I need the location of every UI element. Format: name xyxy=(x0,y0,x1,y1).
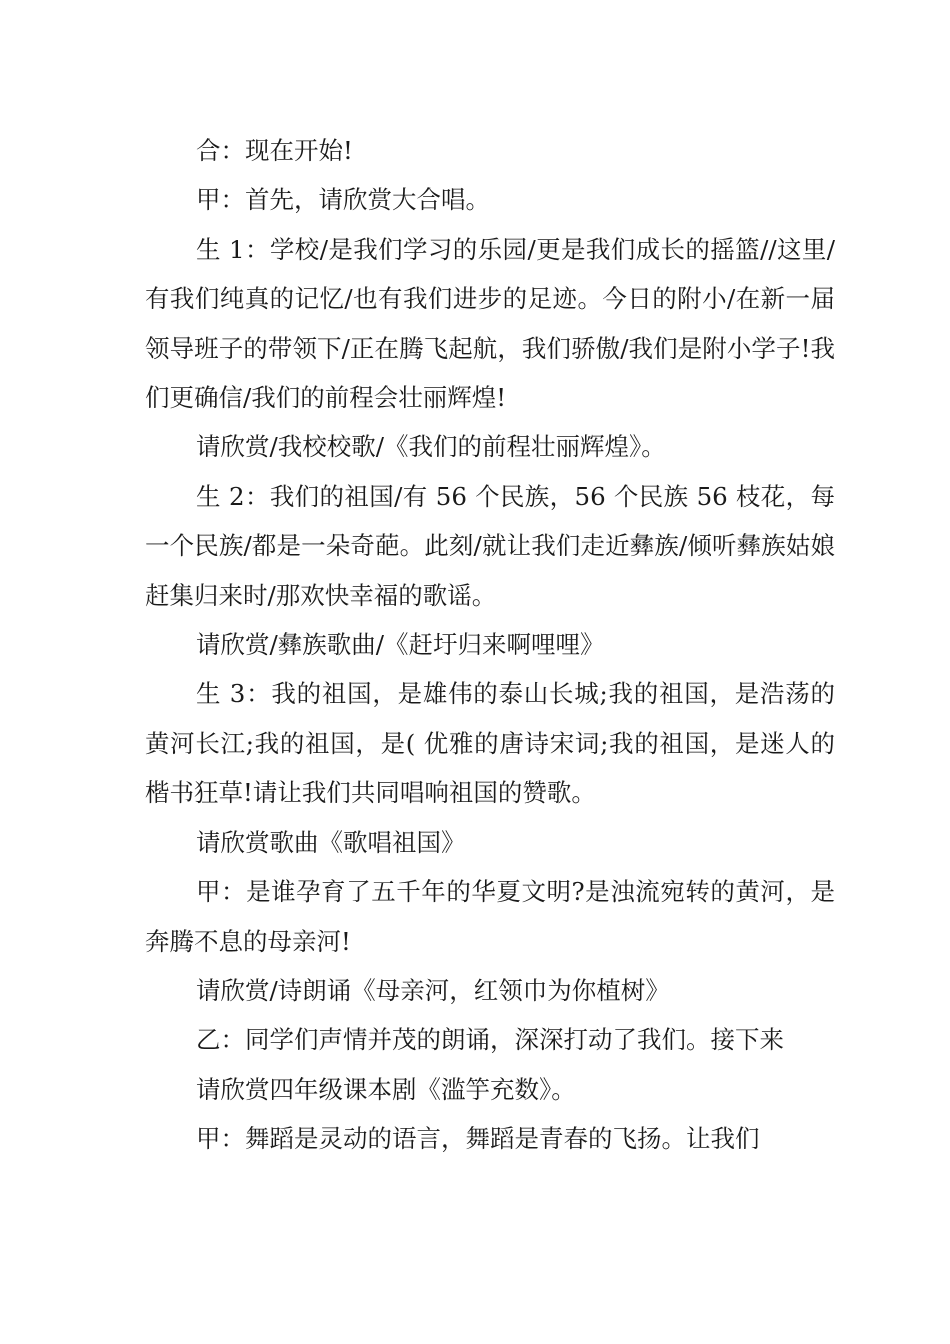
paragraph-1: 合：现在开始! xyxy=(196,136,353,165)
paragraph-8: 请欣赏歌曲《歌唱祖国》 xyxy=(196,827,466,857)
paragraph-2: 甲：首先，请欣赏大合唱。 xyxy=(196,185,490,215)
paragraph-11: 乙：同学们声情并茂的朗诵，深深打动了我们。接下来 xyxy=(196,1025,784,1055)
paragraph-7: 生 3：我的祖国，是雄伟的泰山长城;我的祖国，是浩荡的黄河长江;我的祖国，是( 优雅的唐诗宋词;我的祖国，是迷人的楷书狂草!请让我们共同唱响祖国的赞歌。 xyxy=(145,679,835,808)
paragraph-4: 请欣赏/我校校歌/《我们的前程壮丽辉煌》。 xyxy=(196,432,666,462)
paragraph-12: 请欣赏四年级课本剧《滥竽充数》。 xyxy=(196,1074,576,1104)
paragraph-13: 甲：舞蹈是灵动的语言，舞蹈是青春的飞扬。让我们 xyxy=(196,1124,760,1154)
paragraph-5: 生 2：我们的祖国/有 56 个民族，56 个民族 56 枝花，每一个民族/都是一朵奇葩。此刻/就让我们走近彝族/倾听彝族姑娘赶集归来时/那欢快幸福的歌谣。 xyxy=(145,481,835,610)
paragraph-10: 请欣赏/诗朗诵《母亲河，红领巾为你植树》 xyxy=(196,975,670,1005)
document-body xyxy=(145,126,835,1164)
paragraph-6: 请欣赏/彝族歌曲/《赶圩归来啊哩哩》 xyxy=(196,630,605,660)
paragraph-9: 甲：是谁孕育了五千年的华夏文明?是浊流宛转的黄河，是奔腾不息的母亲河! xyxy=(145,877,835,956)
paragraph-3: 生 1：学校/是我们学习的乐园/更是我们成长的摇篮//这里/有我们纯真的记忆/也有我们进步的足迹。今日的附小/在新一届领导班子的带领下/正在腾飞起航，我们骄傲/我们是附小学子!我们更确信/我们的前程会壮丽辉煌! xyxy=(145,234,835,413)
